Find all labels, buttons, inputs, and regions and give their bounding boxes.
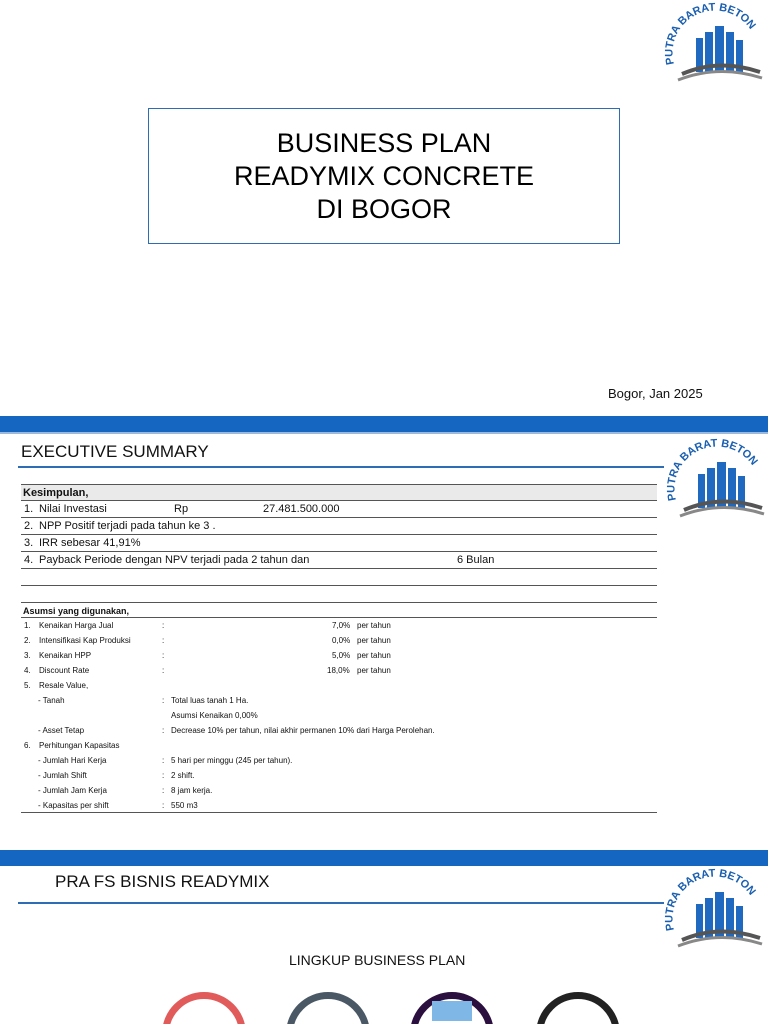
row-label: - Jumlah Shift <box>38 771 87 780</box>
row-label: - Tanah <box>38 696 65 705</box>
row-label: - Jumlah Jam Kerja <box>38 786 107 795</box>
slide-executive-summary <box>0 432 768 848</box>
row-label: Resale Value, <box>39 681 89 690</box>
scope-circle-icon <box>162 992 246 1024</box>
slide-divider <box>0 850 768 866</box>
table-row <box>21 783 657 798</box>
logo-text: PUTRA BARAT BETON <box>664 2 758 66</box>
row-value: 18,0% <box>327 666 350 675</box>
table-row <box>21 518 657 535</box>
table-row <box>21 753 657 768</box>
row-sep: : <box>162 651 165 660</box>
row-value: 27.481.500.000 <box>263 503 340 515</box>
row-sep: : <box>162 756 165 765</box>
table-row <box>21 648 657 663</box>
row-unit: per tahun <box>357 636 391 645</box>
row-text: 5 hari per minggu (245 per tahun). <box>171 756 293 765</box>
row-number: 2. <box>24 636 31 645</box>
row-label: Nilai Investasi <box>39 503 107 515</box>
slide-pra-fs <box>0 866 768 1024</box>
row-label: - Asset Tetap <box>38 726 85 735</box>
row-label: NPP Positif terjadi pada tahun ke 3 . <box>39 520 216 532</box>
row-text: 8 jam kerja. <box>171 786 213 795</box>
row-label: Payback Periode dengan NPV terjadi pada 2 tahun dan <box>39 554 310 566</box>
row-text: Asumsi Kenaikan 0,00% <box>171 711 258 720</box>
currency: Rp <box>174 503 189 515</box>
logo-text: PUTRA BARAT BETON <box>664 868 758 932</box>
scope-circle-icon <box>286 992 370 1024</box>
conclusion-header: Kesimpulan, <box>21 484 657 501</box>
row-unit: per tahun <box>357 666 391 675</box>
title-line-3: DI BOGOR <box>316 193 452 224</box>
row-label: Perhitungan Kapasitas <box>39 741 120 750</box>
table-row <box>21 501 657 518</box>
table-row <box>21 535 657 552</box>
row-number: 6. <box>24 741 31 750</box>
row-text: 550 m3 <box>171 801 198 810</box>
row-number: 3. <box>24 537 34 549</box>
row-sep: : <box>162 666 165 675</box>
row-value: 7,0% <box>332 621 351 630</box>
scope-circle-icon <box>536 992 620 1024</box>
company-logo <box>666 438 766 522</box>
title-underline <box>18 902 664 904</box>
row-text: Total luas tanah 1 Ha. <box>171 696 249 705</box>
row-number: 4. <box>24 666 31 675</box>
slide-title <box>0 0 768 416</box>
table-row <box>21 768 657 783</box>
title-underline <box>18 466 664 468</box>
row-number: 1. <box>24 621 31 630</box>
title-line-2: READYMIX CONCRETE <box>233 160 535 191</box>
row-text: 2 shift. <box>171 771 195 780</box>
slide-title: EXECUTIVE SUMMARY <box>21 442 209 461</box>
row-value: 0,0% <box>332 636 351 645</box>
row-sep: : <box>162 786 165 795</box>
title-box <box>148 108 620 244</box>
date-text: Bogor, Jan 2025 <box>608 386 703 401</box>
row-number: 1. <box>24 503 34 515</box>
table-row <box>21 708 657 723</box>
title-line-1: BUSINESS PLAN <box>276 127 492 158</box>
table-row <box>21 633 657 648</box>
row-unit: per tahun <box>357 651 391 660</box>
slide-title: PRA FS BISNIS READYMIX <box>55 872 270 891</box>
row-value: 5,0% <box>332 651 351 660</box>
empty-row <box>21 569 657 586</box>
row-label: Kenaikan Harga Jual <box>39 621 114 630</box>
row-label: - Kapasitas per shift <box>38 801 109 810</box>
row-sep: : <box>162 636 165 645</box>
row-label: - Jumlah Hari Kerja <box>38 756 107 765</box>
building-logo-icon <box>664 2 764 86</box>
summary-table <box>21 484 657 813</box>
table-row <box>21 693 657 708</box>
row-label: Kenaikan HPP <box>39 651 92 660</box>
logo-text: PUTRA BARAT BETON <box>666 438 760 502</box>
company-logo <box>664 2 764 86</box>
building-logo-icon <box>664 868 764 952</box>
slide-divider <box>0 416 768 432</box>
table-row <box>21 723 657 738</box>
row-sep: : <box>162 696 165 705</box>
row-number: 5. <box>24 681 31 690</box>
top-rule <box>0 432 768 434</box>
row-number: 2. <box>24 520 34 532</box>
row-number: 3. <box>24 651 31 660</box>
table-row <box>21 618 657 633</box>
table-row <box>21 678 657 693</box>
company-logo <box>664 868 764 952</box>
subtitle: LINGKUP BUSINESS PLAN <box>289 952 466 968</box>
assumption-header: Asumsi yang digunakan, <box>21 603 657 618</box>
row-text: Decrease 10% per tahun, nilai akhir permanen 10% dari Harga Perolehan. <box>171 726 435 735</box>
row-sep: : <box>162 621 165 630</box>
table-row <box>21 552 657 569</box>
row-label: Intensifikasi Kap Produksi <box>39 636 131 645</box>
row-unit: per tahun <box>357 621 391 630</box>
row-sep: : <box>162 771 165 780</box>
empty-row <box>21 586 657 603</box>
row-number: 4. <box>24 554 34 566</box>
row-label: Discount Rate <box>39 666 90 675</box>
table-row <box>21 798 657 813</box>
scope-circle-icon <box>410 992 494 1024</box>
row-label: IRR sebesar 41,91% <box>39 537 141 549</box>
row-sep: : <box>162 726 165 735</box>
row-value: 6 Bulan <box>457 554 495 566</box>
row-sep: : <box>162 801 165 810</box>
scope-image-icon <box>432 1001 472 1021</box>
table-row <box>21 738 657 753</box>
building-logo-icon <box>666 438 766 522</box>
table-row <box>21 663 657 678</box>
